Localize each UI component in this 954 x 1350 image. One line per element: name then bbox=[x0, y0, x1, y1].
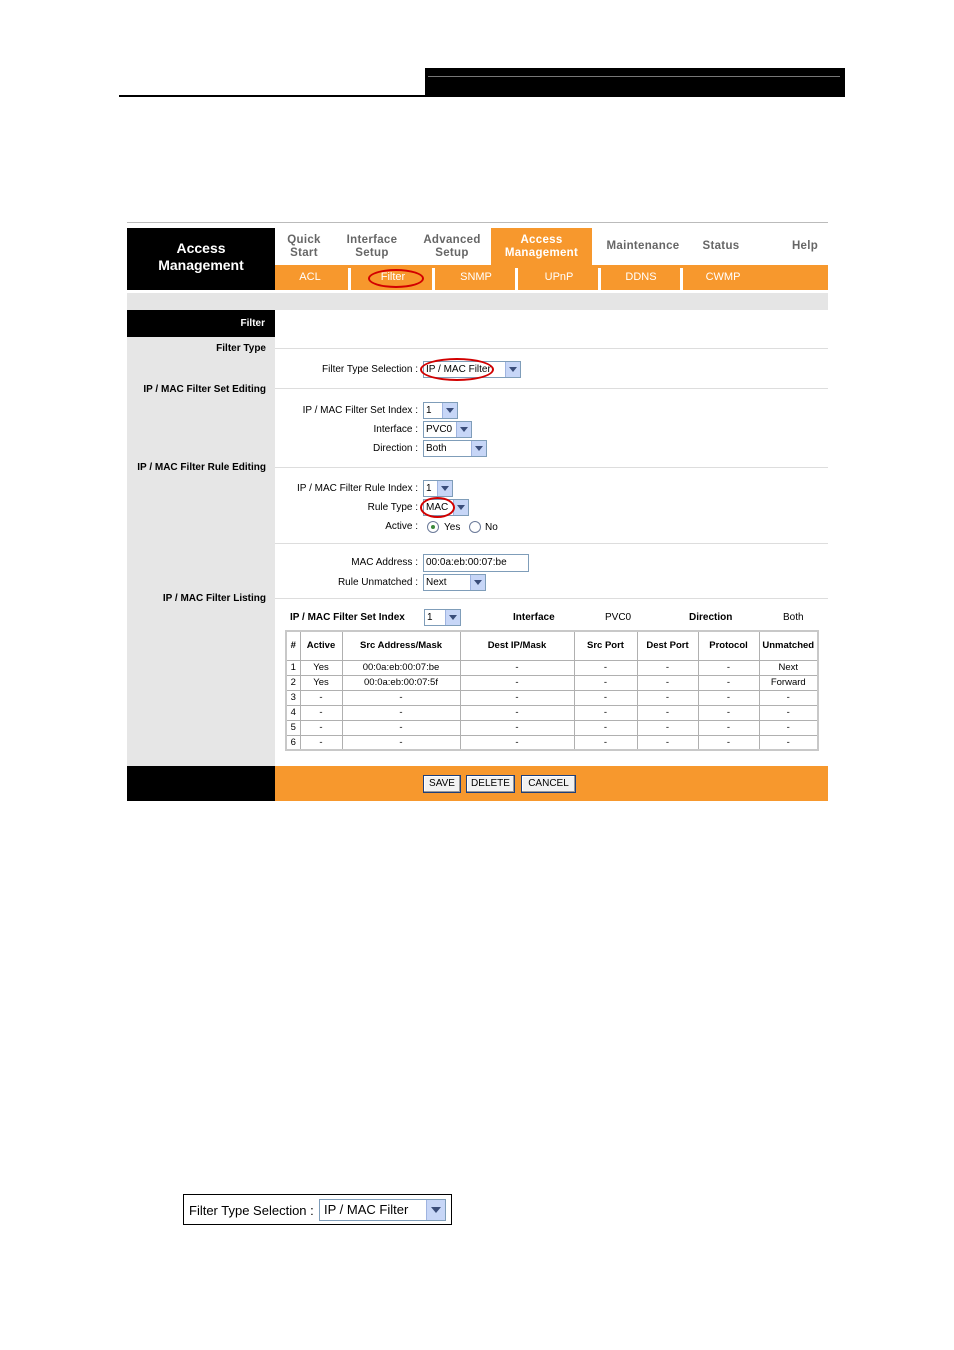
table-cell: 1 bbox=[286, 660, 300, 675]
table-cell: 3 bbox=[286, 690, 300, 705]
menu-label: Help bbox=[791, 240, 819, 252]
listing-direction-value: Both bbox=[783, 612, 804, 623]
menu-label: Advanced bbox=[423, 233, 481, 246]
table-cell: - bbox=[637, 690, 698, 705]
chevron-down-icon[interactable] bbox=[470, 575, 485, 590]
table-cell: - bbox=[460, 705, 574, 720]
interface-label: Interface : bbox=[373, 424, 418, 435]
active-no-radio[interactable] bbox=[469, 521, 481, 533]
left-label-set-editing: IP / MAC Filter Set Editing bbox=[143, 384, 266, 395]
table-cell: Next bbox=[759, 660, 818, 675]
section-divider bbox=[275, 543, 828, 544]
snippet-select[interactable] bbox=[319, 1199, 446, 1221]
submenu-separator bbox=[348, 268, 351, 290]
table-cell: - bbox=[460, 690, 574, 705]
chevron-down-icon[interactable] bbox=[437, 481, 452, 496]
submenu-upnp[interactable]: UPnP bbox=[544, 271, 574, 283]
spacer-band bbox=[127, 293, 828, 310]
filter-type-snippet bbox=[183, 1194, 452, 1225]
section-title-line2: Management bbox=[158, 257, 244, 273]
table-cell: - bbox=[637, 705, 698, 720]
table-cell: - bbox=[637, 675, 698, 690]
table-cell: - bbox=[574, 720, 637, 735]
col-src-port: Src Port bbox=[574, 631, 637, 660]
listing-interface-value: PVC0 bbox=[605, 612, 632, 623]
table-cell: - bbox=[342, 705, 460, 720]
set-index-select[interactable] bbox=[423, 402, 458, 419]
table-cell: - bbox=[698, 660, 759, 675]
direction-label: Direction : bbox=[372, 443, 418, 454]
submenu-acl[interactable]: ACL bbox=[299, 271, 321, 283]
direction-select[interactable] bbox=[423, 440, 487, 457]
table-cell: - bbox=[342, 690, 460, 705]
table-cell: - bbox=[637, 735, 698, 750]
set-index-value: 1 bbox=[426, 405, 432, 416]
rule-unmatched-label: Rule Unmatched : bbox=[337, 577, 418, 588]
section-divider bbox=[275, 348, 828, 349]
table-cell: - bbox=[460, 675, 574, 690]
top-rule bbox=[127, 222, 828, 223]
page-header-block bbox=[425, 68, 845, 97]
table-row bbox=[286, 660, 818, 675]
page-header-line bbox=[119, 95, 845, 97]
menu-maintenance[interactable] bbox=[600, 228, 686, 265]
col-unmatched: Unmatched bbox=[759, 631, 818, 660]
table-cell: - bbox=[574, 705, 637, 720]
table-cell: - bbox=[698, 675, 759, 690]
highlight-circle-filter-type bbox=[420, 358, 494, 381]
table-row bbox=[286, 720, 818, 735]
menu-interface-setup[interactable] bbox=[337, 228, 407, 265]
menu-status[interactable] bbox=[695, 228, 747, 265]
rule-index-select[interactable] bbox=[423, 480, 453, 497]
table-cell: - bbox=[759, 720, 818, 735]
table-cell: 00:0a:eb:00:07:5f bbox=[342, 675, 460, 690]
table-cell: 4 bbox=[286, 705, 300, 720]
table-cell: - bbox=[759, 705, 818, 720]
listing-direction-label: Direction bbox=[689, 612, 733, 623]
menu-advanced-setup[interactable] bbox=[416, 228, 488, 265]
rule-unmatched-select[interactable] bbox=[423, 574, 486, 591]
left-label-listing: IP / MAC Filter Listing bbox=[162, 593, 266, 604]
chevron-down-icon[interactable] bbox=[505, 362, 520, 377]
rule-index-value: 1 bbox=[426, 483, 432, 494]
submenu-separator bbox=[432, 268, 435, 290]
left-section-filter: Filter bbox=[127, 310, 275, 337]
interface-select[interactable] bbox=[423, 421, 472, 438]
save-button[interactable]: SAVE bbox=[423, 775, 461, 793]
listing-interface-label: Interface bbox=[513, 612, 555, 623]
col-active: Active bbox=[300, 631, 342, 660]
table-cell: 00:0a:eb:00:07:be bbox=[342, 660, 460, 675]
menu-quick-start[interactable] bbox=[275, 228, 333, 265]
table-cell: - bbox=[300, 690, 342, 705]
chevron-down-icon[interactable] bbox=[442, 403, 457, 418]
listing-set-index-value: 1 bbox=[427, 612, 433, 623]
submenu-ddns[interactable]: DDNS bbox=[625, 271, 657, 283]
chevron-down-icon[interactable] bbox=[426, 1200, 445, 1220]
table-cell: - bbox=[637, 660, 698, 675]
active-yes-label: Yes bbox=[444, 522, 461, 533]
table-cell: - bbox=[759, 735, 818, 750]
col-number: # bbox=[286, 631, 300, 660]
menu-label: Setup bbox=[435, 246, 469, 259]
active-no-label: No bbox=[485, 522, 498, 533]
table-cell: - bbox=[342, 720, 460, 735]
table-cell: - bbox=[460, 735, 574, 750]
table-cell: - bbox=[574, 690, 637, 705]
submenu-separator bbox=[680, 268, 683, 290]
col-dest-ip: Dest IP/Mask bbox=[460, 631, 574, 660]
table-cell: - bbox=[300, 705, 342, 720]
menu-label: Maintenance bbox=[606, 240, 680, 252]
submenu-filter[interactable]: Filter bbox=[380, 271, 406, 283]
sub-menu bbox=[275, 265, 828, 290]
chevron-down-icon[interactable] bbox=[445, 610, 460, 625]
table-header-row bbox=[286, 631, 818, 660]
table-cell: - bbox=[574, 735, 637, 750]
snippet-select-value: IP / MAC Filter bbox=[324, 1202, 409, 1217]
table-cell: Yes bbox=[300, 675, 342, 690]
menu-label: Quick bbox=[287, 233, 321, 246]
chevron-down-icon[interactable] bbox=[471, 441, 486, 456]
section-divider bbox=[275, 467, 828, 468]
active-label: Active : bbox=[385, 521, 418, 532]
table-cell: - bbox=[460, 660, 574, 675]
table-cell: - bbox=[759, 690, 818, 705]
table-cell: Forward bbox=[759, 675, 818, 690]
interface-value: PVC0 bbox=[426, 424, 453, 435]
menu-label: Interface bbox=[346, 233, 398, 246]
router-ui-screenshot bbox=[127, 222, 828, 801]
left-label-column bbox=[127, 310, 275, 766]
table-cell: - bbox=[574, 660, 637, 675]
main-menu bbox=[275, 228, 828, 265]
mac-address-input[interactable]: 00:0a:eb:00:07:be bbox=[423, 554, 529, 572]
section-title-line1: Access bbox=[176, 240, 226, 256]
rule-unmatched-value: Next bbox=[426, 577, 447, 588]
table-cell: - bbox=[698, 705, 759, 720]
submenu-cwmp[interactable]: CWMP bbox=[705, 271, 741, 283]
left-label-filter-type: Filter Type bbox=[216, 343, 266, 354]
table-cell: - bbox=[342, 735, 460, 750]
table-cell: 2 bbox=[286, 675, 300, 690]
rule-type-label: Rule Type : bbox=[367, 502, 418, 513]
section-title bbox=[127, 228, 275, 290]
table-cell: - bbox=[698, 735, 759, 750]
set-index-label: IP / MAC Filter Set Index : bbox=[302, 405, 418, 416]
highlight-circle-rule-type bbox=[420, 497, 455, 518]
table-cell: - bbox=[300, 735, 342, 750]
col-protocol: Protocol bbox=[698, 631, 759, 660]
table-cell: - bbox=[698, 720, 759, 735]
menu-help[interactable] bbox=[783, 228, 827, 265]
table-cell: 5 bbox=[286, 720, 300, 735]
col-dest-port: Dest Port bbox=[637, 631, 698, 660]
menu-label: Management bbox=[504, 246, 579, 259]
direction-value: Both bbox=[426, 443, 447, 454]
filter-listing-table bbox=[285, 630, 819, 751]
active-yes-radio[interactable] bbox=[427, 521, 439, 533]
table-cell: - bbox=[637, 720, 698, 735]
table-cell: - bbox=[300, 720, 342, 735]
section-divider bbox=[275, 388, 828, 389]
left-label-rule-editing: IP / MAC Filter Rule Editing bbox=[137, 462, 266, 473]
filter-type-value: IP / MAC Filter bbox=[426, 364, 491, 375]
filter-type-label: Filter Type Selection : bbox=[322, 364, 418, 375]
footer-bar bbox=[275, 766, 828, 801]
menu-label: Status bbox=[702, 240, 740, 252]
chevron-down-icon[interactable] bbox=[456, 422, 471, 437]
highlight-circle-filter bbox=[368, 269, 424, 288]
listing-set-index-select[interactable] bbox=[424, 609, 461, 626]
menu-access-management[interactable] bbox=[491, 228, 592, 265]
menu-label: Access bbox=[520, 233, 563, 246]
table-cell: Yes bbox=[300, 660, 342, 675]
col-src-address: Src Address/Mask bbox=[342, 631, 460, 660]
page-header-rule bbox=[428, 76, 840, 77]
table-row bbox=[286, 690, 818, 705]
table-cell: - bbox=[460, 720, 574, 735]
section-divider bbox=[275, 598, 828, 599]
menu-label: Setup bbox=[355, 246, 389, 259]
chevron-down-icon[interactable] bbox=[453, 500, 468, 515]
mac-address-label: MAC Address : bbox=[351, 557, 418, 568]
rule-index-label: IP / MAC Filter Rule Index : bbox=[297, 483, 418, 494]
menu-label: Start bbox=[290, 246, 318, 259]
submenu-separator bbox=[515, 268, 518, 290]
listing-set-index-label: IP / MAC Filter Set Index bbox=[290, 612, 405, 623]
snippet-label: Filter Type Selection : bbox=[189, 1203, 314, 1218]
cancel-button[interactable]: CANCEL bbox=[521, 775, 576, 793]
table-row bbox=[286, 675, 818, 690]
submenu-separator bbox=[598, 268, 601, 290]
table-cell: - bbox=[574, 675, 637, 690]
table-row bbox=[286, 735, 818, 750]
footer-left bbox=[127, 766, 275, 801]
table-cell: - bbox=[698, 690, 759, 705]
submenu-snmp[interactable]: SNMP bbox=[460, 271, 492, 283]
delete-button[interactable]: DELETE bbox=[466, 775, 515, 793]
table-row bbox=[286, 705, 818, 720]
table-cell: 6 bbox=[286, 735, 300, 750]
rule-type-value: MAC bbox=[426, 502, 449, 513]
